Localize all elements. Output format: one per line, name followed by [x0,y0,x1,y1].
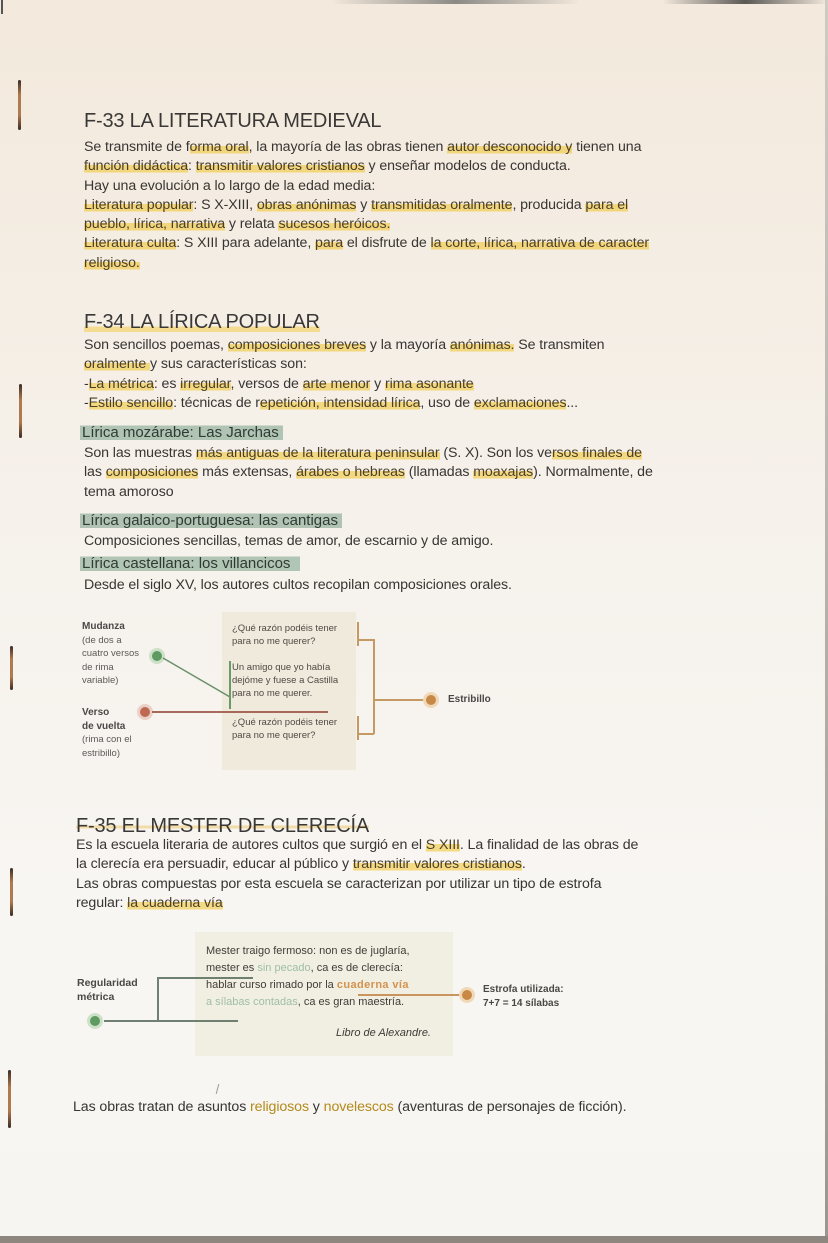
subsection-heading-villancicos: Lírica castellana: los villancicos [80,555,300,572]
text-line: las composiciones más extensas, árabes o hebreas (llamadas moaxajas). Normalmente, de [84,464,653,481]
text-line: Son las muestras más antiguas de la literatura peninsular (S. X). Son los versos finales de [84,445,642,461]
villancicos-paragraph [84,576,512,595]
regularidad-metrica-label: Regularidad métrica [77,977,138,1003]
text-line: oralmente y sus características son: [84,356,307,373]
subsection-heading-jarchas: Lírica mozárabe: Las Jarchas [80,424,283,441]
f35-closing: Las obras tratan de asuntos religiosos y novelescos (aventuras de personajes de ficción). [73,1099,627,1115]
mudanza-label: Mudanza (de dos a cuatro versos de rima variable) [82,621,140,686]
attribution: Libro de Alexandre. [336,1027,431,1039]
regularidad-dot [87,1013,103,1029]
text-line: pueblo, lírica, narrativa y relata sucesos heróicos. [84,216,391,233]
binder-mark [10,868,13,916]
estribillo-label: Estribillo [448,694,491,705]
estrofa-dot [459,987,475,1003]
estrofa-utilizada-label: Estrofa utilizada: 7+7 = 14 sílabas [483,984,564,1009]
f33-paragraph [84,138,649,273]
f34-paragraph [84,336,604,413]
estribillo-dot [423,692,439,708]
binder-mark [8,1070,11,1128]
text-line: Hay una evolución a lo largo de la edad media: [84,177,376,194]
text-line: Composiciones sencillas, temas de amor, de escarnio y de amigo. [84,533,494,549]
section-title-f35: F-35 EL MESTER DE CLERECÍA [76,815,370,837]
quote-bottom: ¿Qué razón podéis tener para no me querer? [232,717,338,741]
subsection-heading-cantigas: Lírica galaico-portuguesa: las cantigas [80,512,342,529]
text-line: Es la escuela literaria de autores cultos que surgió en el S XIII. La finalidad de las obras de [76,837,639,853]
page-bottom-edge [0,1236,828,1243]
cantigas-paragraph [84,532,493,551]
quote-top: ¿Qué razón podéis tener para no me querer? [232,623,338,647]
verso-de-vuelta-dot [137,704,153,720]
text-line: tema amoroso [84,483,174,500]
binder-mark [18,80,21,130]
text-line: Literatura culta: S XIII para adelante, para el disfrute de la corte, lírica, narrativa de caracter [84,235,650,252]
text-line: Literatura popular: S X-XIII, obras anónimas y transmitidas oralmente, producida para el [84,196,629,213]
regularidad-line-bottom [104,1020,238,1022]
text-line: Se transmite de forma oral, la mayoría de las obras tienen autor desconocido y tienen una [84,139,642,155]
quote-middle: Un amigo que yo había dejóme y fuese a Castilla para no me querer. [232,662,339,699]
estribillo-bracket-bottom [357,716,359,740]
estribillo-bracket-spine [373,639,375,734]
verse-line-1: Mester traigo fermoso: non es de juglaría, [206,945,410,957]
page-top-edge [0,0,828,4]
verso-de-vuelta-line [152,711,328,713]
regularidad-line-top [157,977,253,979]
text-line: Desde el siglo XV, los autores cultos recopilan composiciones orales. [84,577,512,593]
estribillo-bracket-top-arm [357,639,374,641]
f35-paragraph [76,836,638,913]
text-line: Las obras compuestas por esta escuela se caracterizan por utilizar un tipo de estrofa [76,875,602,892]
page-corner-mark [1,0,3,14]
binder-mark [10,646,13,690]
mudanza-bracket [229,661,231,709]
verso-de-vuelta-label: Verso de vuelta (rima con el estribillo) [82,707,132,759]
text-line: religioso. [84,254,140,271]
estrofa-connector [358,994,462,996]
binder-mark [19,384,22,438]
estribillo-bracket-bottom-arm [357,733,374,735]
mudanza-connector [160,650,232,702]
section-title-f34: F-34 LA LÍRICA POPULAR [84,311,320,333]
text-line: Son sencillos poemas, composiciones breves y la mayoría anónimas. Se transmiten [84,337,605,353]
text-line: función didáctica: transmitir valores cristianos y enseñar modelos de conducta. [84,158,571,175]
text-line: la clerecía era persuadir, educar al público y transmitir valores cristianos. [76,856,526,873]
verse-line-2: mester es sin pecado, ca es de clerecía: [206,962,403,974]
text-line: regular: la cuaderna vía [76,894,223,911]
jarchas-paragraph [84,444,653,502]
verse-line-4: a sílabas contadas, ca es gran maestría. [206,996,405,1008]
verse-line-3: hablar curso rimado por la cuaderna vía [206,979,409,991]
text-line: -La métrica: es irregular, versos de arte menor y rima asonante [84,375,474,392]
estribillo-bracket-top [357,622,359,646]
section-title-f33: F-33 LA LITERATURA MEDIEVAL [84,110,382,132]
text-line: -Estilo sencillo: técnicas de repetición, intensidad lírica, uso de exclamaciones... [84,394,578,411]
estribillo-connector [374,699,424,701]
regularidad-bracket [157,977,159,1020]
pen-mark [216,1084,220,1094]
